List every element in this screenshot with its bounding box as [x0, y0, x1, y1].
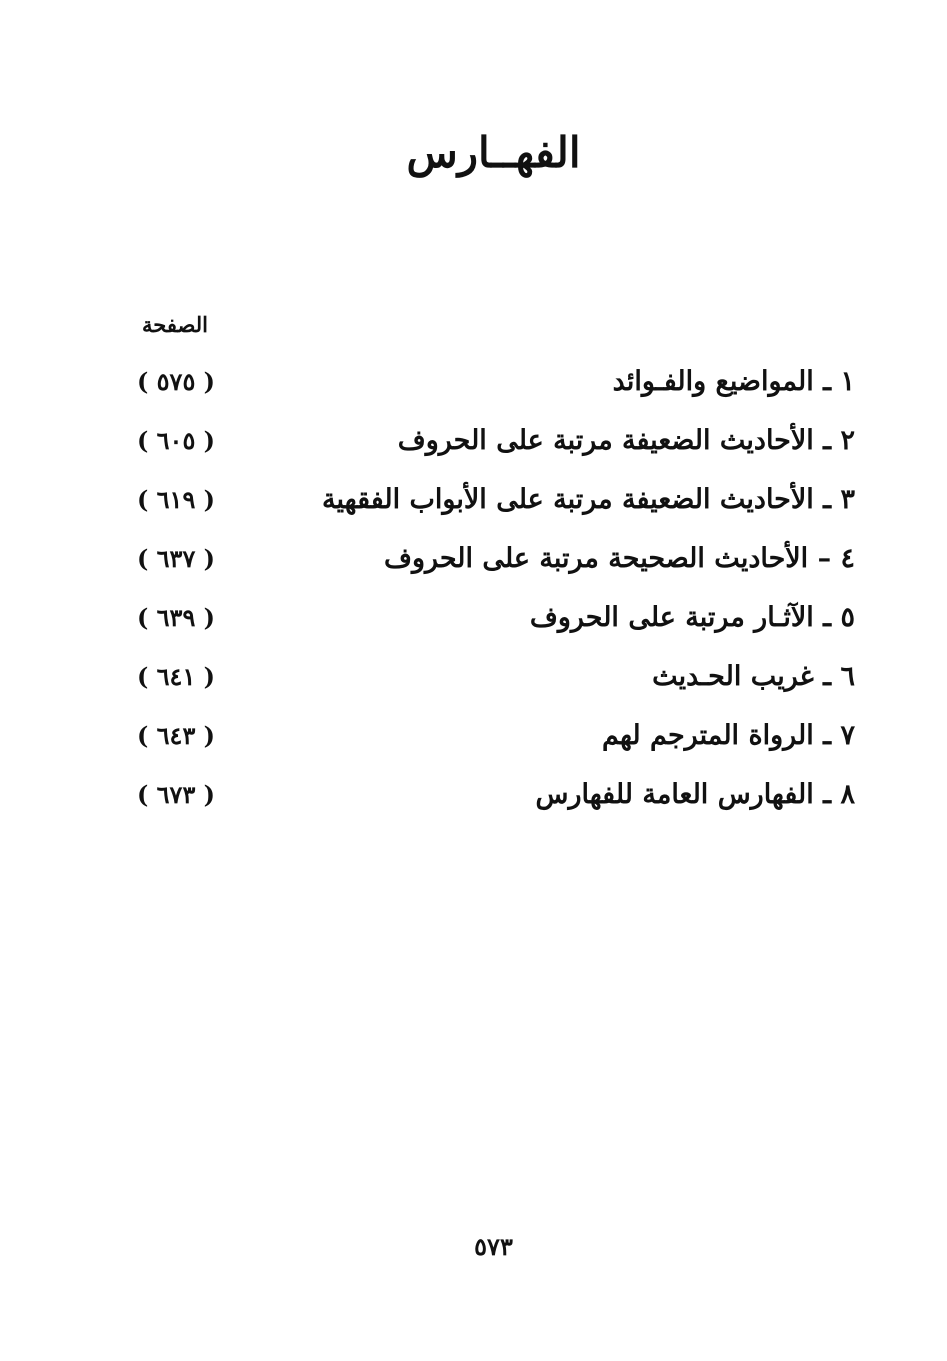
toc-entry-title: ٤ – الأحاديث الصحيحة مرتبة على الحروف	[383, 543, 855, 574]
toc-row	[120, 470, 855, 529]
toc-row	[120, 529, 855, 588]
toc-row	[120, 647, 855, 706]
toc-entry-title: ٧ ـ الرواة المترجم لهم	[601, 720, 855, 751]
toc-entry-title: ٥ ـ الآثـار مرتبة على الحروف	[529, 602, 855, 633]
toc-entry-title: ١ ـ المواضيع والفـوائد	[612, 366, 855, 397]
toc-row	[120, 706, 855, 765]
page-title: الفهــارس	[406, 128, 581, 177]
toc-row	[120, 352, 855, 411]
toc-entry-title: ٢ ـ الأحاديث الضعيفة مرتبة على الحروف	[397, 425, 855, 456]
toc-entry-page: ( ٦٤٣ )	[136, 721, 216, 750]
table-of-contents	[120, 352, 855, 824]
toc-entry-page: ( ٦٤١ )	[136, 662, 216, 691]
page-column-header: الصفحة	[142, 312, 208, 337]
toc-entry-page: ( ٦٣٧ )	[136, 544, 216, 573]
toc-entry-page: ( ٦١٩ )	[136, 485, 216, 514]
toc-entry-title: ٨ ـ الفهارس العامة للفهارس	[535, 779, 855, 810]
toc-entry-title: ٣ ـ الأحاديث الضعيفة مرتبة على الأبواب الفقهية	[322, 484, 855, 515]
toc-row	[120, 411, 855, 470]
toc-entry-title: ٦ ـ غريب الحـديث	[652, 661, 855, 692]
toc-entry-page: ( ٦٣٩ )	[136, 603, 216, 632]
toc-row	[120, 588, 855, 647]
toc-entry-page: ( ٥٧٥ )	[136, 367, 216, 396]
toc-row	[120, 765, 855, 824]
toc-entry-page: ( ٦٠٥ )	[136, 426, 216, 455]
page-number: ٥٧٣	[474, 1232, 513, 1261]
toc-entry-page: ( ٦٧٣ )	[136, 780, 216, 809]
